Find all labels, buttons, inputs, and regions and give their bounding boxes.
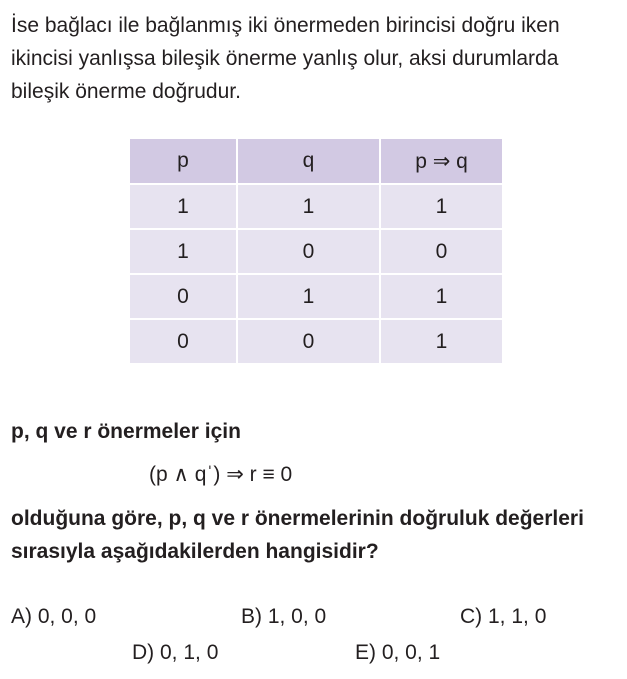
question-intro: p, q ve r önermeler için xyxy=(11,420,241,443)
table-cell: 1 xyxy=(129,229,237,274)
option-b[interactable]: B) 1, 0, 0 xyxy=(241,605,327,628)
table-row xyxy=(129,184,503,229)
option-d[interactable]: D) 0, 1, 0 xyxy=(132,641,219,664)
table-header-row xyxy=(129,138,503,184)
table-row xyxy=(129,274,503,319)
intro-paragraph: İse bağlacı ile bağlanmış iki önermeden birincisi doğru iken ikincisi yanlışsa bileşik önerme yanlış olur, aksi durumlarda bileşik önerme doğrudur. xyxy=(11,14,560,103)
table-cell: 1 xyxy=(380,274,503,319)
table-cell: 0 xyxy=(380,229,503,274)
table-cell: 1 xyxy=(129,184,237,229)
option-e[interactable]: E) 0, 0, 1 xyxy=(355,641,441,664)
table-row xyxy=(129,319,503,364)
table-cell: 1 xyxy=(237,184,380,229)
option-a[interactable]: A) 0, 0, 0 xyxy=(11,605,97,628)
table-cell: 1 xyxy=(380,184,503,229)
table-cell: 0 xyxy=(129,319,237,364)
header-q: q xyxy=(237,138,380,184)
header-p-implies-q: p ⇒ q xyxy=(380,138,503,184)
question-formula: (p ∧ qˈ) ⇒ r ≡ 0 xyxy=(149,463,293,486)
question-stem: olduğuna göre, p, q ve r önermelerinin doğruluk değerleri sırasıyla aşağıdakilerden hangisidir? xyxy=(11,507,584,563)
header-p: p xyxy=(129,138,237,184)
option-c[interactable]: C) 1, 1, 0 xyxy=(460,605,547,628)
table-cell: 0 xyxy=(237,229,380,274)
table-cell: 1 xyxy=(380,319,503,364)
table-cell: 0 xyxy=(237,319,380,364)
truth-table xyxy=(128,137,504,365)
table-cell: 0 xyxy=(129,274,237,319)
table-row xyxy=(129,229,503,274)
table-cell: 1 xyxy=(237,274,380,319)
